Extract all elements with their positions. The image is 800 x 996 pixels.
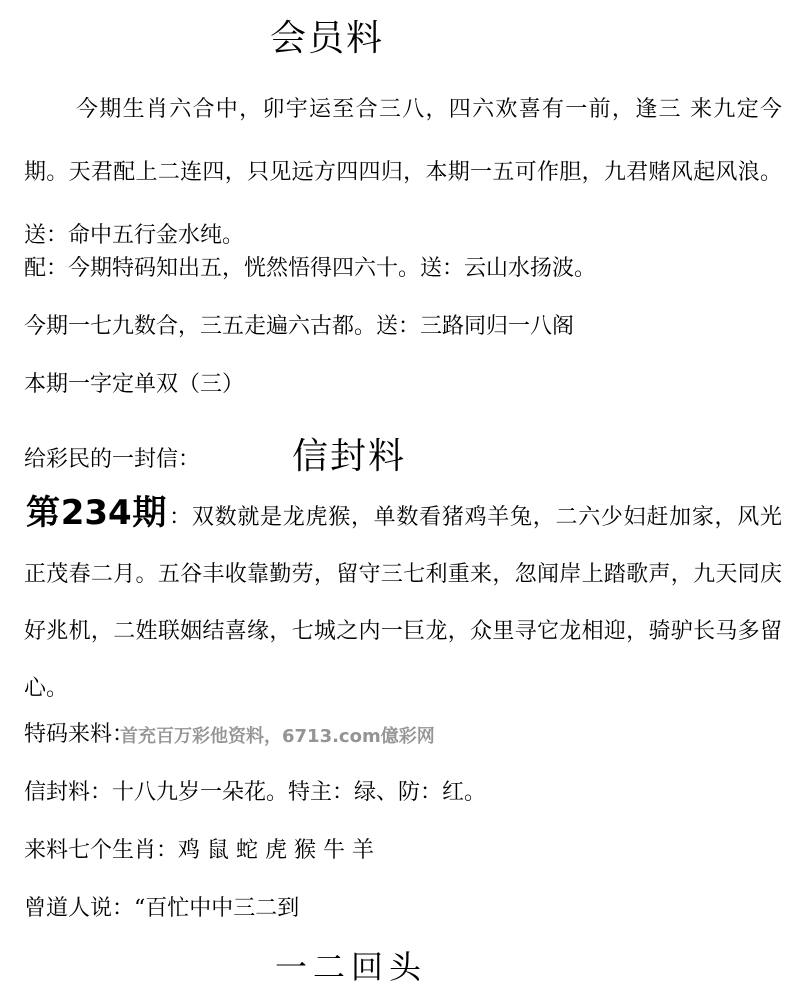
line-tema: 特码来料： — [24, 722, 135, 747]
intro-paragraph: 今期生肖六合中，卯宇运至合三八，四六欢喜有一前，逢三 来九定今期。天君配上二连四，只见远方四四归，本期一五可作胆，九君赌风起风浪。送：命中五行金水纯。 — [24, 97, 782, 248]
issue-number: 第234期 — [26, 493, 168, 533]
letter-header — [24, 432, 784, 484]
letter-body: ：双数就是龙虎猴，单数看猪鸡羊兔，二六少妇赶加家，风光正茂春二月。五谷丰收靠勤劳，留守三七利重来，忽闻岸上踏歌声，九天同庆好兆机，二姓联姻结喜缘，七城之内一巨龙，众里寻它龙相迎，骑驴长马多留心。 — [24, 505, 782, 701]
line-jin: 今期一七九数合，三五走遍六古都。送：三路同归一八阁 — [24, 314, 575, 339]
letter-label: 给彩民的一封信： — [24, 447, 201, 472]
letter-title: 信封料 — [292, 436, 407, 477]
letter-paragraph — [24, 485, 782, 717]
line-xinfeng: 信封料：十八九岁一朵花。特主：绿、防：红。 — [24, 780, 487, 805]
line-daoren: 曾道人说：“百忙中中三二到 — [24, 896, 300, 921]
line-pei: 配：今期特码知出五，恍然悟得四六十。送：云山水扬波。 — [24, 256, 597, 281]
page-title: 会员料 — [270, 18, 385, 59]
line-benqi: 本期一字定单双（三） — [24, 372, 245, 397]
bottom-center-text: 一二回头 — [275, 948, 428, 986]
line-shengxiao: 来料七个生肖：鸡 鼠 蛇 虎 猴 牛 羊 — [24, 838, 374, 863]
watermark-text: 首充百万彩他资料，6713.com億彩网 — [120, 726, 435, 747]
